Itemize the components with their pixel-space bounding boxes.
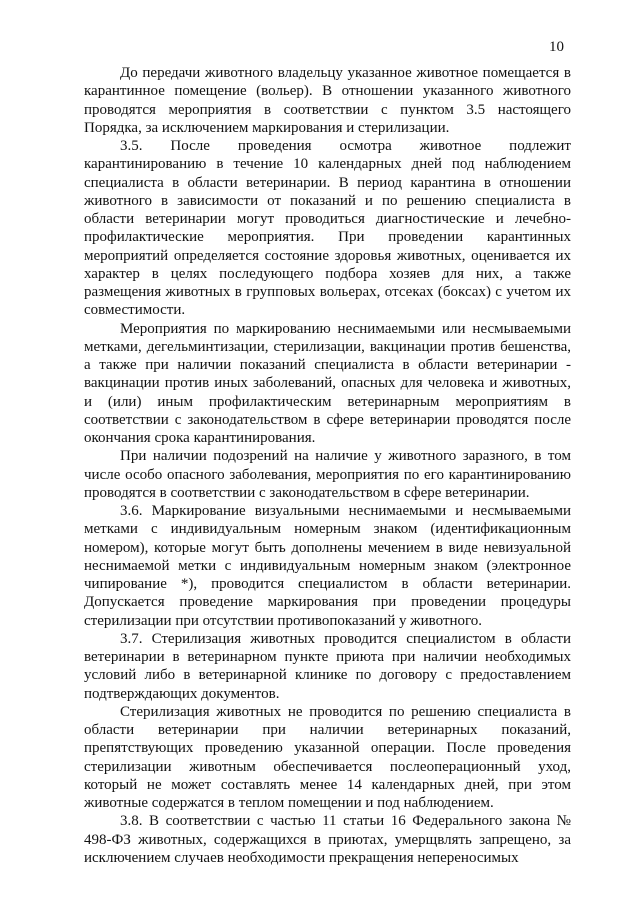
paragraph-pre-handover: До передачи животного владельцу указанное животное помещается в карантинное помещение (вольер). В отношении указанного животного проводятся мероприятия в соответствии с пунктом 3.5 настоящего Порядка, за исключением маркирования и стерилизации. <box>84 65 571 136</box>
document-body <box>84 64 571 867</box>
page-number: 10 <box>549 39 564 55</box>
paragraph-3-7: 3.7. Стерилизация животных проводится специалистом в области ветеринарии в ветеринарном пункте приюта при наличии необходимых условий либо в ветеринарной клинике по договору с предоставлением подтверждающих документов. <box>84 630 571 702</box>
paragraph-3-6: 3.6. Маркирование визуальными неснимаемыми и несмываемыми метками с индивидуальным номерным знаком (идентификационным номером), которые могут быть дополнены мечением в виде невизуальной неснимаемой метки с индивидуальным номерным знаком (электронное чипирование *), проводится специалистом в области ветеринарии. Допускается проведение маркирования при проведении процедуры стерилизации при отсутствии противопоказаний у животного. <box>84 503 571 629</box>
paragraph-suspected-disease: При наличии подозрений на наличие у животного заразного, в том числе особо опасного заболевания, мероприятия по его карантинированию проводятся в соответствии с законодательством в сфере ветеринарии. <box>84 448 571 501</box>
paragraph-3-5: 3.5. После проведения осмотра животное подлежит карантинированию в течение 10 календарных дней под наблюдением специалиста в области ветеринарии. В период карантина в отношении животного в зависимости от показаний и по решению специалиста в области ветеринарии могут проводиться диагностические и лечебно-профилактические мероприятия. При проведении карантинных мероприятий определяется состояние здоровья животных, оценивается их характер в целях последующего подбора хозяев для них, а также размещения животных в групповых вольерах, отсеках (боксах) с учетом их совместимости. <box>84 138 571 319</box>
paragraph-sterilization-exceptions: Стерилизация животных не проводится по решению специалиста в области ветеринарии при наличии ветеринарных показаний, препятствующих проведению указанной операции. После проведения стерилизации животным обеспечивается послеоперационный уход, который не может составлять менее 14 календарных дней, при этом животные содержатся в теплом помещении и под наблюдением. <box>84 703 571 811</box>
paragraph-3-8: 3.8. В соответствии с частью 11 статьи 16 Федерального закона № 498-ФЗ животных, содержащихся в приютах, умерщвлять запрещено, за исключением случаев необходимости прекращения непереносимых <box>84 813 571 866</box>
paragraph-marking-measures: Мероприятия по маркированию неснимаемыми или несмываемыми метками, дегельминтизации, стерилизации, вакцинации против бешенства, а также при наличии показаний специалиста в области ветеринарии - вакцинации против иных заболеваний, опасных для человека и животных, и (или) иным профилактическим ветеринарным мероприятиям в соответствии с законодательством в сфере ветеринарии проводятся после окончания срока карантинирования. <box>84 320 571 446</box>
